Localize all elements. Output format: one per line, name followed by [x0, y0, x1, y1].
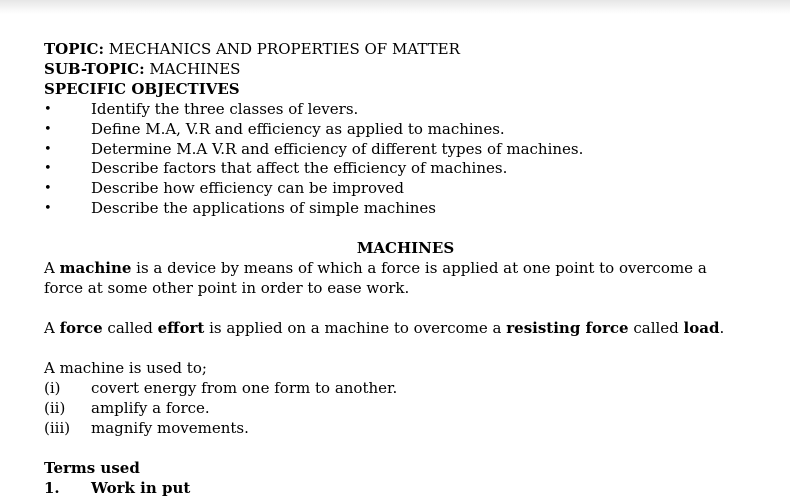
resisting-force-term: resisting force: [506, 319, 629, 337]
bullet-icon: •: [44, 161, 52, 176]
topic-value: MECHANICS AND PROPERTIES OF MATTER: [108, 40, 460, 58]
definition-term: machine: [59, 259, 132, 277]
objectives-heading: SPECIFIC OBJECTIVES: [44, 80, 240, 98]
bullet-icon: •: [44, 142, 52, 157]
force-text: called: [102, 319, 158, 337]
objective-text: Describe how efficiency can be improved: [91, 179, 405, 197]
list-label: (iii): [44, 419, 71, 437]
definition-text: A: [44, 259, 60, 277]
load-term: load: [683, 319, 720, 337]
definition-line-1: [44, 258, 707, 278]
section-title: MACHINES: [356, 239, 455, 257]
topic-line: [44, 39, 460, 59]
objective-text: Describe factors that affect the efficiency of machines.: [91, 159, 508, 177]
terms-heading: Terms used: [44, 459, 140, 477]
bullet-icon: •: [44, 201, 52, 216]
definition-text: is a device by means of which a force is applied at one point to overcome a: [131, 259, 707, 277]
objective-text: Describe the applications of simple machines: [91, 199, 436, 217]
definition-line-2: force at some other point in order to ease work.: [44, 279, 410, 297]
force-text: is applied on a machine to overcome a: [204, 319, 507, 337]
force-term: force: [59, 319, 103, 337]
terms-number: 1.: [44, 479, 60, 497]
list-label: (i): [44, 379, 61, 397]
terms-title: Work in put: [91, 479, 191, 497]
topic-label: TOPIC:: [44, 40, 104, 58]
bullet-icon: •: [44, 102, 52, 117]
bullet-icon: •: [44, 122, 52, 137]
force-paragraph: [44, 318, 724, 338]
list-item-text: amplify a force.: [91, 399, 210, 417]
uses-intro: A machine is used to;: [44, 359, 207, 377]
subtopic-label: SUB-TOPIC:: [44, 60, 145, 78]
list-item-text: covert energy from one form to another.: [91, 379, 398, 397]
objective-text: Determine M.A V.R and efficiency of different types of machines.: [91, 140, 584, 158]
list-item-text: magnify movements.: [91, 419, 249, 437]
subtopic-value: MACHINES: [149, 60, 241, 78]
list-label: (ii): [44, 399, 66, 417]
effort-term: effort: [157, 319, 205, 337]
subtopic-line: [44, 59, 240, 79]
objective-text: Define M.A, V.R and efficiency as applied to machines.: [91, 120, 505, 138]
force-text: A: [44, 319, 60, 337]
bullet-icon: •: [44, 181, 52, 196]
force-text: .: [719, 319, 725, 337]
objective-text: Identify the three classes of levers.: [91, 100, 359, 118]
force-text: called: [628, 319, 684, 337]
